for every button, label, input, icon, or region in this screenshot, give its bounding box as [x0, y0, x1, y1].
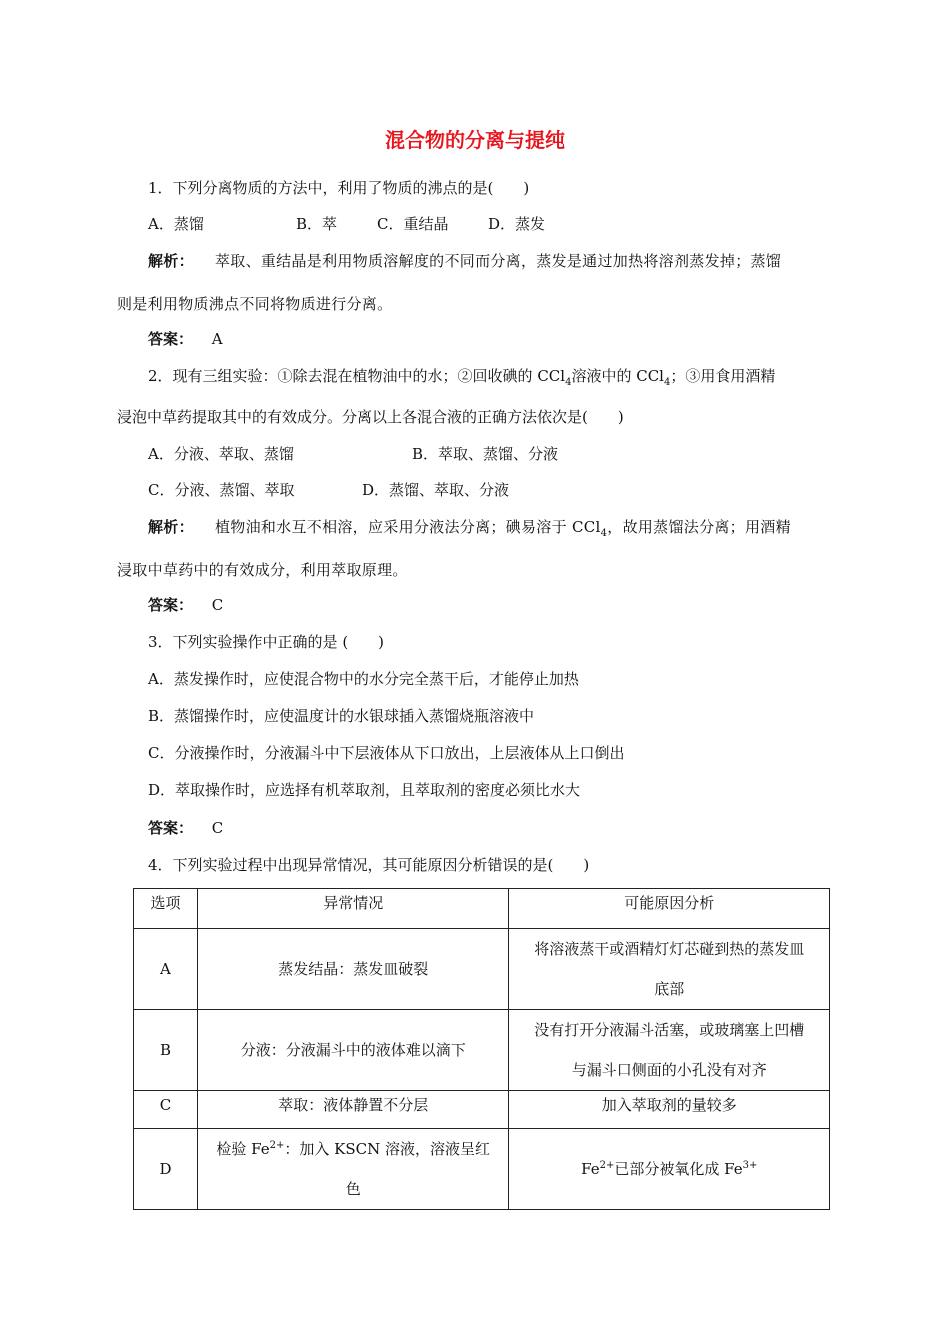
row-option: C	[134, 1091, 198, 1129]
row-situation: 分液：分液漏斗中的液体难以滴下	[197, 1010, 509, 1091]
q2-analysis-label: 解析：	[148, 518, 194, 536]
page-title: 混合物的分离与提纯	[385, 128, 565, 152]
q3-option-c: C．分液操作时，分液漏斗中下层液体从下口放出，上层液体从上口倒出	[148, 744, 625, 762]
row-situation: 萃取：液体静置不分层	[197, 1091, 509, 1129]
analysis-table	[133, 888, 830, 1210]
q1-analysis-text: 萃取、重结晶是利用物质溶解度的不同而分离，蒸发是通过加热将溶剂蒸发掉；蒸馏	[214, 252, 782, 270]
row-reason	[509, 1129, 830, 1210]
q1-option-a: A．蒸馏	[148, 215, 204, 233]
row-situation-part: 色	[345, 1180, 361, 1198]
q2-analysis-text-a: 植物油和水互不相溶，应采用分液法分离；碘易溶于 CCl	[214, 518, 601, 536]
row-situation-part: ：加入 KSCN 溶液，溶液呈红	[284, 1140, 490, 1158]
q3-answer-value: C	[211, 819, 224, 837]
q3-option-a: A．蒸发操作时，应使混合物中的水分完全蒸干后，才能停止加热	[148, 670, 579, 688]
row-situation: 蒸发结晶：蒸发皿破裂	[197, 929, 509, 1010]
q3-stem: 3．下列实验操作中正确的是 ( )	[148, 633, 385, 651]
q2-answer-label: 答案：	[148, 596, 194, 614]
q2-option-d: D．蒸馏、萃取、分液	[362, 481, 510, 499]
row-reason-line: 与漏斗口侧面的小孔没有对齐	[571, 1061, 767, 1079]
row-option: A	[134, 929, 198, 1010]
row-option: D	[134, 1129, 198, 1210]
q1-analysis-label: 解析：	[148, 252, 194, 270]
q2-subscript-4b: 4	[663, 377, 671, 388]
q1-answer-value: A	[211, 330, 223, 348]
superscript-2plus: 2+	[599, 1160, 615, 1171]
q1-analysis-cont: 则是利用物质沸点不同将物质进行分离。	[117, 295, 393, 313]
q2-option-a: A．分液、萃取、蒸馏	[148, 445, 294, 463]
q3-answer-label: 答案：	[148, 819, 194, 837]
q3-answer	[148, 818, 223, 838]
q1-stem: 1．下列分离物质的方法中，利用了物质的沸点的是( )	[148, 179, 530, 197]
q2-stem-part-c: ；③用食用酒精	[670, 367, 776, 385]
table-row	[134, 1129, 830, 1210]
header-situation: 异常情况	[197, 889, 509, 929]
table-header-row	[134, 889, 830, 929]
q3-option-d: D．萃取操作时，应选择有机萃取剂，且萃取剂的密度必须比水大	[148, 781, 581, 799]
q1-option-b: B．萃	[296, 215, 338, 233]
row-reason	[509, 1010, 830, 1091]
q2-stem-cont: 浸泡中草药提取其中的有效成分。分离以上各混合液的正确方法依次是( )	[117, 408, 624, 426]
q2-stem-part-b: 溶液中的 CCl	[571, 367, 664, 385]
q2-subscript-4a: 4	[565, 377, 572, 388]
superscript-2plus: 2+	[269, 1140, 285, 1151]
q2-answer	[148, 595, 223, 615]
q1-option-c: C．重结晶	[377, 215, 449, 233]
row-situation-part: 检验 Fe	[216, 1140, 270, 1158]
row-reason-part: 已部分被氧化成 Fe	[614, 1160, 743, 1178]
table-row	[134, 1010, 830, 1091]
q1-answer-label: 答案：	[148, 330, 194, 348]
q1-answer	[148, 329, 223, 349]
q2-option-c: C．分液、蒸馏、萃取	[148, 481, 295, 499]
table-row	[134, 1091, 830, 1129]
table-row	[134, 929, 830, 1010]
q2-stem	[148, 366, 775, 386]
row-option: B	[134, 1010, 198, 1091]
q2-answer-value: C	[211, 596, 224, 614]
row-reason-line: 将溶液蒸干或酒精灯灯芯碰到热的蒸发皿	[534, 940, 805, 958]
q1-analysis	[148, 251, 781, 271]
header-option: 选项	[134, 889, 198, 929]
q2-analysis-text-b: ，故用蒸馏法分离；用酒精	[607, 518, 791, 536]
row-reason: 加入萃取剂的量较多	[509, 1091, 830, 1129]
q1-option-d: D．蒸发	[488, 215, 546, 233]
q2-option-b: B．萃取、蒸馏、分液	[412, 445, 559, 463]
q2-subscript-4c: 4	[600, 528, 608, 539]
q4-stem: 4．下列实验过程中出现异常情况，其可能原因分析错误的是( )	[148, 856, 590, 874]
q2-analysis-cont: 浸取中草药中的有效成分，利用萃取原理。	[117, 561, 408, 579]
header-reason: 可能原因分析	[509, 889, 830, 929]
superscript-3plus: 3+	[742, 1160, 758, 1171]
row-situation	[197, 1129, 509, 1210]
q2-analysis	[148, 517, 791, 537]
q2-stem-part-a: 2．现有三组实验：①除去混在植物油中的水；②回收碘的 CCl	[148, 367, 566, 385]
q3-option-b: B．蒸馏操作时，应使温度计的水银球插入蒸馏烧瓶溶液中	[148, 707, 535, 725]
row-reason-line: 没有打开分液漏斗活塞，或玻璃塞上凹槽	[534, 1021, 805, 1039]
row-reason-line: 底部	[654, 980, 685, 998]
row-reason-part: Fe	[581, 1160, 600, 1178]
row-reason	[509, 929, 830, 1010]
